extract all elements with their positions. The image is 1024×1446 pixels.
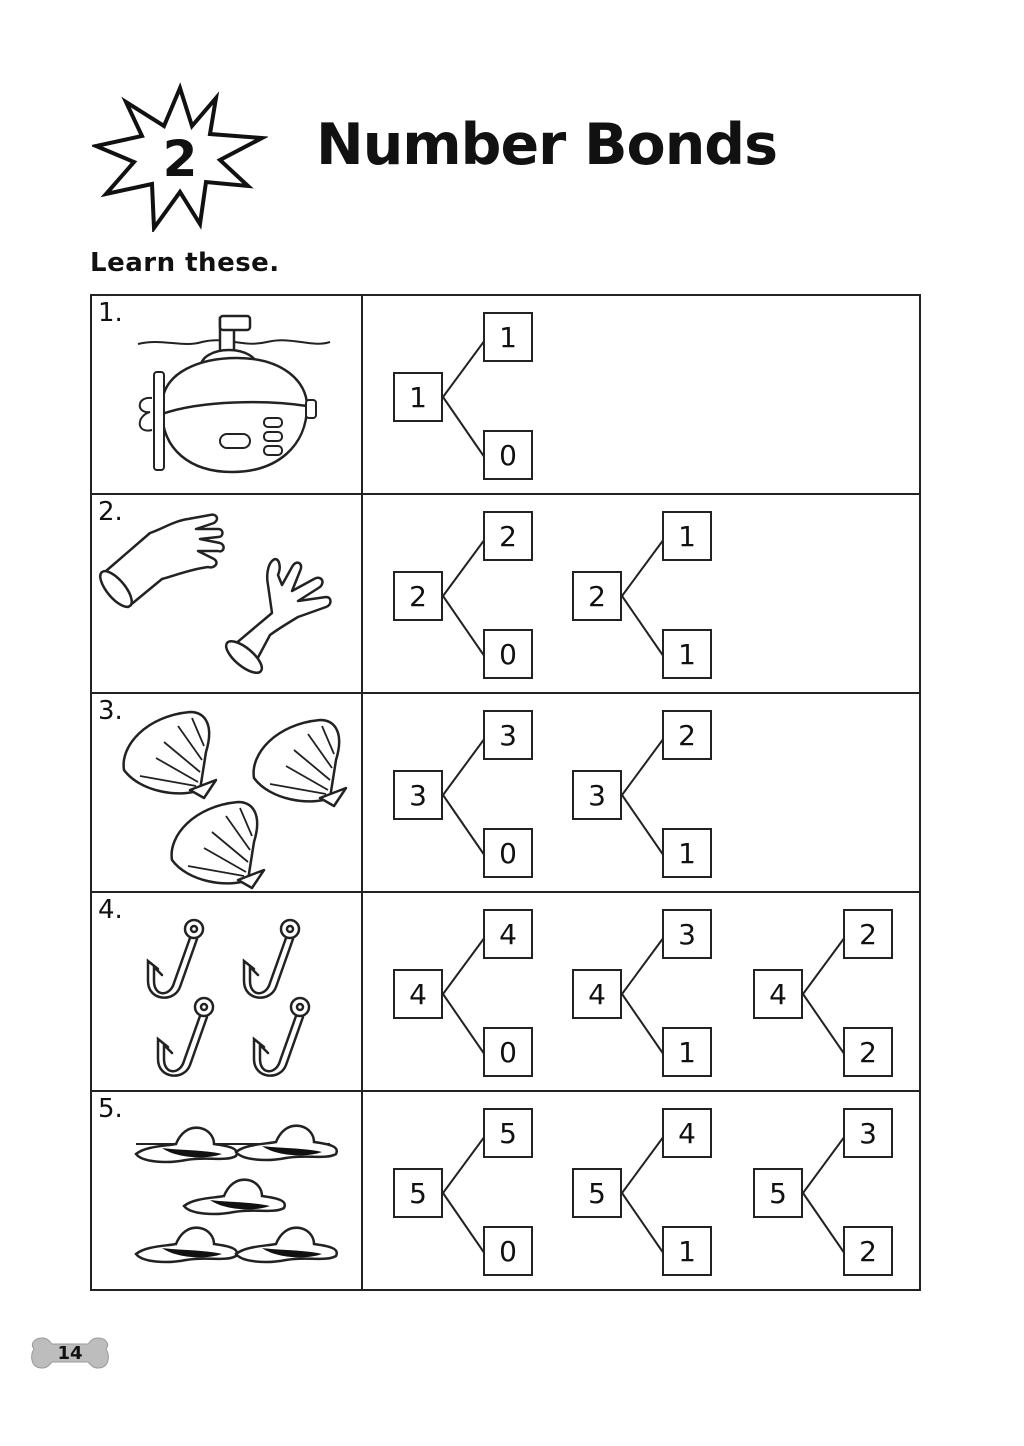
page-number-badge	[30, 1334, 110, 1372]
page-number: 14	[57, 1342, 83, 1364]
bond-line	[443, 937, 485, 994]
bond-whole-box: 1	[393, 372, 443, 422]
number-bond	[363, 296, 517, 493]
number-bonds-cell	[362, 693, 920, 892]
bond-line	[622, 795, 664, 856]
number-bond	[723, 1092, 877, 1289]
bond-part-bottom-box: 1	[662, 1226, 712, 1276]
bond-part-top-box: 3	[662, 909, 712, 959]
unit-star-badge	[92, 82, 268, 232]
number-bonds-cell	[362, 494, 920, 693]
bond-whole-box: 4	[572, 969, 622, 1019]
bond-part-top-box: 3	[483, 710, 533, 760]
bond-whole-box: 2	[393, 571, 443, 621]
bond-line	[803, 994, 845, 1055]
bond-part-bottom-box: 1	[662, 1027, 712, 1077]
bond-part-top-box: 1	[483, 312, 533, 362]
bond-line	[443, 1193, 485, 1254]
bond-line	[443, 1136, 485, 1193]
bond-line	[443, 539, 485, 596]
picture-cell	[91, 693, 362, 892]
number-bond	[542, 694, 696, 891]
number-bond	[542, 893, 696, 1090]
bond-line	[443, 340, 485, 397]
star-icon	[92, 82, 268, 232]
bond-part-bottom-box: 1	[662, 828, 712, 878]
bond-part-top-box: 4	[662, 1108, 712, 1158]
number-bond	[363, 495, 517, 692]
row-number: 2.	[98, 497, 123, 527]
bond-whole-box: 3	[393, 770, 443, 820]
unit-number: 2	[162, 130, 198, 188]
table-row	[91, 892, 920, 1091]
bond-part-top-box: 2	[843, 909, 893, 959]
number-bond	[363, 694, 517, 891]
bond-line	[622, 738, 664, 795]
bond-line	[443, 397, 485, 458]
bond-part-top-box: 3	[843, 1108, 893, 1158]
table-row	[91, 494, 920, 693]
row-number: 5.	[98, 1094, 123, 1124]
number-bonds-cell	[362, 1091, 920, 1290]
bond-whole-box: 4	[393, 969, 443, 1019]
fish-hooks-illustration	[92, 893, 362, 1090]
bond-line	[443, 738, 485, 795]
bond-line	[622, 1193, 664, 1254]
number-bond	[542, 1092, 696, 1289]
bond-line	[622, 596, 664, 657]
bond-whole-box: 5	[572, 1168, 622, 1218]
bond-line	[803, 1193, 845, 1254]
number-bonds-table	[90, 294, 921, 1291]
bond-part-bottom-box: 1	[662, 629, 712, 679]
bond-part-bottom-box: 2	[843, 1226, 893, 1276]
row-number: 4.	[98, 895, 123, 925]
shells-illustration	[92, 694, 362, 891]
bond-line	[622, 994, 664, 1055]
number-bond	[363, 1092, 517, 1289]
bond-whole-box: 3	[572, 770, 622, 820]
picture-cell	[91, 1091, 362, 1290]
instruction-text: Learn these.	[90, 248, 280, 278]
bond-part-top-box: 4	[483, 909, 533, 959]
number-bonds-cell	[362, 295, 920, 494]
picture-cell	[91, 892, 362, 1091]
row-number: 1.	[98, 298, 123, 328]
bond-whole-box: 5	[393, 1168, 443, 1218]
bond-line	[443, 795, 485, 856]
bond-part-top-box: 5	[483, 1108, 533, 1158]
bond-line	[803, 1136, 845, 1193]
picture-cell	[91, 494, 362, 693]
bond-whole-box: 2	[572, 571, 622, 621]
number-bond	[723, 893, 877, 1090]
submarine-illustration	[92, 296, 362, 493]
number-bond	[363, 893, 517, 1090]
bond-part-bottom-box: 0	[483, 629, 533, 679]
bond-line	[622, 1136, 664, 1193]
number-bond	[542, 495, 696, 692]
hats-illustration	[92, 1092, 362, 1289]
picture-cell	[91, 295, 362, 494]
bond-whole-box: 4	[753, 969, 803, 1019]
bond-line	[443, 994, 485, 1055]
bond-part-top-box: 2	[662, 710, 712, 760]
bond-part-bottom-box: 0	[483, 1226, 533, 1276]
bond-part-top-box: 2	[483, 511, 533, 561]
number-bonds-cell	[362, 892, 920, 1091]
gloves-illustration	[92, 495, 362, 692]
row-number: 3.	[98, 696, 123, 726]
bond-part-bottom-box: 0	[483, 828, 533, 878]
table-row	[91, 693, 920, 892]
table-row	[91, 1091, 920, 1290]
bond-line	[622, 539, 664, 596]
bond-part-bottom-box: 2	[843, 1027, 893, 1077]
bond-part-top-box: 1	[662, 511, 712, 561]
bond-line	[443, 596, 485, 657]
table-row	[91, 295, 920, 494]
page-title: Number Bonds	[316, 112, 778, 178]
bond-line	[803, 937, 845, 994]
bond-part-bottom-box: 0	[483, 1027, 533, 1077]
bond-part-bottom-box: 0	[483, 430, 533, 480]
bond-whole-box: 5	[753, 1168, 803, 1218]
bond-line	[622, 937, 664, 994]
